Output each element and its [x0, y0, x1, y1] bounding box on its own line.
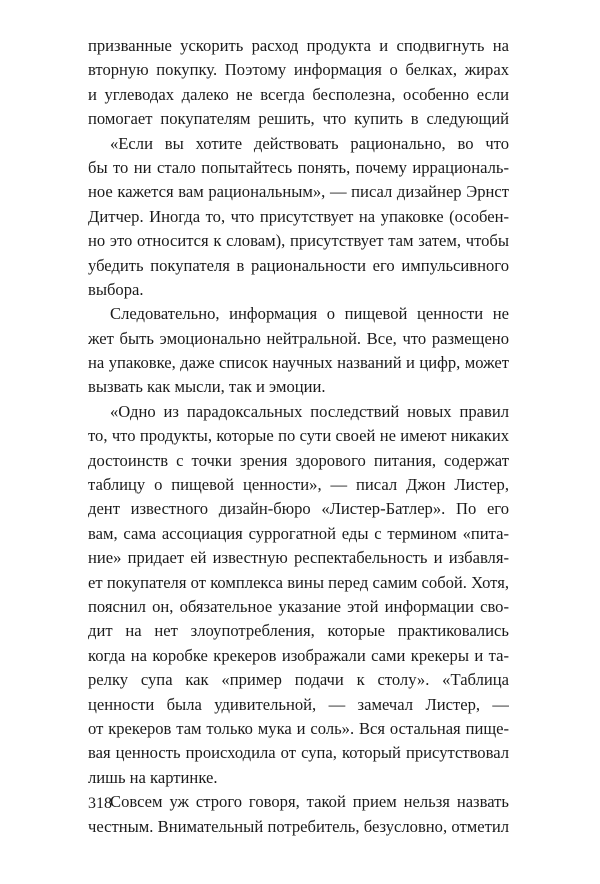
- text-line: ние» придает ей известную респектабельность и избавля-: [88, 548, 509, 568]
- text-line: вая ценность происходила от супа, который присутствовал: [88, 743, 509, 763]
- text-line: призванные ускорить расход продукта и сподвигнуть на: [88, 36, 509, 55]
- text-line: бы то ни стало попытайтесь понять, почему иррациональ-: [88, 157, 509, 177]
- text-line: выбора.: [88, 279, 144, 299]
- text-line: вам, сама ассоциация суррогатной еды с термином «пита-: [88, 523, 509, 543]
- text-line: на упаковке, даже список научных названий и цифр, может: [88, 353, 509, 373]
- page-number: 318: [88, 795, 112, 812]
- text-line: «Одно из парадоксальных последствий новых правил: [110, 401, 509, 421]
- text-line: релку супа как «пример подачи к столу». «Таблица: [88, 670, 509, 690]
- text-line: дит на нет злоупотребления, которые практиковались: [88, 621, 509, 641]
- text-line: жет быть эмоционально нейтральной. Все, что размещено: [88, 328, 509, 348]
- paragraph: [88, 400, 509, 790]
- text-line: от крекеров там только мука и соль». Вся остальная пище-: [88, 718, 509, 738]
- text-line: когда на коробке крекеров изображали сами крекеры и та-: [88, 645, 509, 665]
- text-line: Совсем уж строго говоря, такой прием нельзя назвать: [110, 792, 509, 812]
- text-line: вызвать как мысли, так и эмоции.: [88, 377, 326, 397]
- text-line: ценности была удивительной, — замечал Листер, —: [88, 694, 509, 714]
- text-line: Следовательно, информация о пищевой ценности не: [110, 304, 509, 324]
- text-line: честным. Внимательный потребитель, безусловно, отметил: [88, 816, 509, 836]
- paragraph: [88, 34, 509, 132]
- paragraph: [88, 302, 509, 400]
- text-line: лишь на картинке.: [88, 767, 218, 787]
- text-line: помогает покупателям решить, что купить в следующий: [88, 109, 509, 129]
- paragraph: [88, 790, 509, 839]
- text-line: таблицу о пищевой ценности», — писал Джон Листер,: [88, 475, 509, 495]
- text-line: но это относится к словам), присутствует там затем, чтобы: [88, 231, 509, 251]
- text-line: достоинств с точки зрения здорового питания, содержат: [88, 450, 509, 470]
- text-line: и углеводах далеко не всегда бесполезна, особенно если: [88, 84, 509, 104]
- text-line: дент известного дизайн-бюро «Листер-Батлер». По его: [88, 499, 509, 519]
- text-line: пояснил он, обязательное указание этой информации сво-: [88, 596, 509, 616]
- text-line: убедить покупателя в рациональности его импульсивного: [88, 255, 509, 275]
- text-line: Дитчер. Иногда то, что присутствует на упаковке (особен-: [88, 206, 509, 226]
- text-line: то, что продукты, которые по сути своей не имеют никаких: [88, 426, 509, 446]
- text-line: ет покупателя от комплекса вины перед самим собой. Хотя,: [88, 572, 509, 592]
- text-line: вторную покупку. Поэтому информация о белках, жирах: [88, 60, 509, 80]
- text-line: ное кажется вам рациональным», — писал дизайнер Эрнст: [88, 182, 509, 202]
- page-body-text: [88, 34, 509, 839]
- text-line: «Если вы хотите действовать рационально, во что: [110, 133, 509, 153]
- paragraph: [88, 132, 509, 303]
